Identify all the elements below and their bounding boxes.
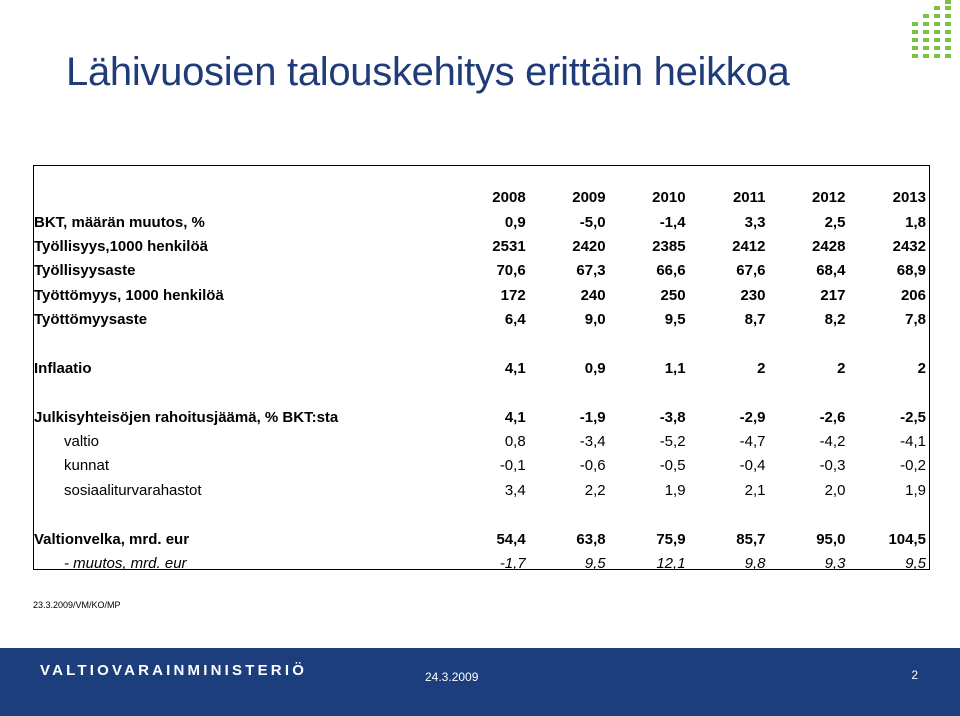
page-title: Lähivuosien talouskehitys erittäin heikkoa (66, 50, 790, 94)
row-label: kunnat (64, 457, 110, 475)
cell: 9,0 (584, 311, 606, 329)
year-header: 2011 (732, 189, 766, 207)
cell: 2,0 (824, 481, 846, 499)
row-label: BKT, määrän muutos, % (34, 213, 205, 231)
cell: 6,4 (504, 311, 526, 329)
cell: 85,7 (736, 530, 766, 548)
cell: 67,3 (576, 262, 606, 280)
cell: 75,9 (656, 530, 686, 548)
table-header-row (34, 186, 928, 210)
cell: -0,1 (499, 457, 526, 475)
cell: 9,5 (664, 311, 686, 329)
ministry-logo-text: VALTIOVARAINMINISTERIÖ (40, 662, 308, 679)
cell: 68,9 (896, 262, 926, 280)
table-row (34, 479, 928, 503)
row-label: - muutos, mrd. eur (64, 555, 187, 573)
cell: 240 (580, 286, 606, 304)
cell: 2 (757, 359, 766, 377)
cell: -4,2 (819, 433, 846, 451)
cell: 9,5 (905, 555, 926, 573)
table-row (34, 454, 928, 478)
table-row (34, 357, 928, 381)
cell: -2,5 (900, 408, 926, 426)
year-header: 2012 (812, 189, 846, 207)
cell: -0,4 (739, 457, 766, 475)
cell: 2428 (812, 237, 846, 255)
row-label: Työllisyysaste (34, 262, 136, 280)
green-bars-decoration (910, 0, 960, 80)
table-row (34, 308, 928, 332)
cell: 2,1 (744, 481, 766, 499)
cell: 0,8 (504, 433, 526, 451)
cell: 250 (660, 286, 686, 304)
cell: 1,9 (664, 481, 686, 499)
cell: 2,2 (584, 481, 606, 499)
cell: -5,0 (579, 213, 606, 231)
year-header: 2013 (892, 189, 926, 207)
cell: 1,8 (905, 213, 926, 231)
table-row (34, 210, 928, 234)
table-row (34, 430, 928, 454)
cell: 2 (917, 359, 926, 377)
cell: 230 (740, 286, 766, 304)
cell: 95,0 (816, 530, 846, 548)
cell: 70,6 (496, 262, 526, 280)
cell: 9,3 (824, 555, 846, 573)
cell: 4,1 (504, 408, 526, 426)
cell: 12,1 (656, 555, 686, 573)
footer-bar (0, 648, 960, 716)
row-label: Työllisyys,1000 henkilöä (34, 237, 208, 255)
spacer-row (34, 381, 928, 405)
cell: -1,9 (579, 408, 606, 426)
spacer-row (34, 503, 928, 527)
cell: -0,3 (819, 457, 846, 475)
cell: 2385 (652, 237, 686, 255)
cell: 2531 (492, 237, 526, 255)
cell: -2,6 (819, 408, 846, 426)
cell: 172 (500, 286, 526, 304)
cell: 8,7 (744, 311, 766, 329)
table-row (34, 259, 928, 283)
cell: -4,1 (900, 433, 926, 451)
cell: 2,5 (824, 213, 846, 231)
cell: 2412 (732, 237, 766, 255)
table-row (34, 527, 928, 551)
cell: 217 (820, 286, 846, 304)
row-label: valtio (64, 433, 100, 451)
table-row (34, 552, 928, 576)
cell: -3,8 (659, 408, 686, 426)
cell: 8,2 (824, 311, 846, 329)
year-header: 2008 (492, 189, 526, 207)
cell: -5,2 (659, 433, 686, 451)
cell: 3,3 (744, 213, 766, 231)
row-label: Inflaatio (34, 359, 92, 377)
cell: 68,4 (816, 262, 846, 280)
table-row (34, 284, 928, 308)
cell: -0,5 (659, 457, 686, 475)
cell: -4,7 (739, 433, 766, 451)
row-label: Työttömyysaste (34, 311, 148, 329)
row-label: Julkisyhteisöjen rahoitusjäämä, % BKT:sta (34, 408, 339, 426)
year-header: 2010 (652, 189, 686, 207)
cell: 2432 (892, 237, 926, 255)
row-label: sosiaaliturvarahastot (64, 481, 202, 499)
cell: 1,1 (664, 359, 686, 377)
footnote: 23.3.2009/VM/KO/MP (33, 600, 121, 610)
row-label: Valtionvelka, mrd. eur (34, 530, 190, 548)
cell: 2 (837, 359, 846, 377)
row-label: Työttömyys, 1000 henkilöä (34, 286, 224, 304)
cell: 0,9 (504, 213, 526, 231)
cell: -1,4 (659, 213, 686, 231)
cell: 7,8 (905, 311, 926, 329)
cell: 4,1 (504, 359, 526, 377)
cell: 1,9 (905, 481, 926, 499)
cell: -2,9 (739, 408, 766, 426)
cell: 9,5 (584, 555, 606, 573)
cell: 66,6 (656, 262, 686, 280)
cell: 104,5 (888, 530, 926, 548)
cell: -0,2 (900, 457, 926, 475)
cell: 0,9 (584, 359, 606, 377)
table-row (34, 406, 928, 430)
cell: 3,4 (504, 481, 526, 499)
cell: 9,8 (744, 555, 766, 573)
cell: 54,4 (496, 530, 526, 548)
footer-date: 24.3.2009 (425, 670, 479, 684)
cell: 206 (900, 286, 926, 304)
year-header: 2009 (572, 189, 606, 207)
cell: -0,6 (579, 457, 606, 475)
cell: -3,4 (579, 433, 606, 451)
table-row (34, 235, 928, 259)
cell: 63,8 (576, 530, 606, 548)
economic-forecast-table (34, 186, 928, 576)
cell: -1,7 (499, 555, 526, 573)
cell: 67,6 (736, 262, 766, 280)
spacer-row (34, 332, 928, 356)
page-number: 2 (911, 668, 918, 682)
cell: 2420 (572, 237, 606, 255)
